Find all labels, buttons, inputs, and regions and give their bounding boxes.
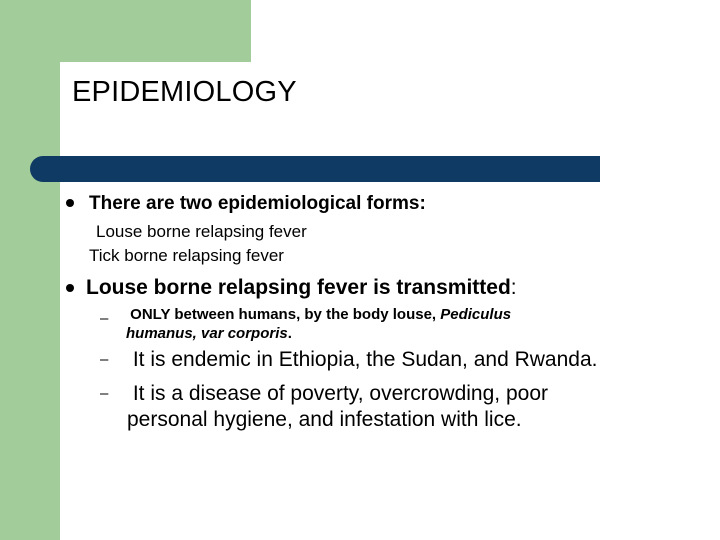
bullet-1-subitem-1: Louse borne relapsing fever bbox=[96, 222, 307, 241]
bullet-2-text bbox=[86, 276, 517, 300]
subitem-3-line-2: personal hygiene, and infestation with lice. bbox=[127, 408, 522, 431]
subitem-3-line-1-text: It is a disease of poverty, overcrowding, poor bbox=[132, 382, 548, 405]
left-decorative-band bbox=[0, 0, 60, 540]
subitem-1-line-1 bbox=[126, 305, 511, 324]
bullet-2-subitem-1 bbox=[126, 305, 511, 343]
subitem-1-species-genus: Pediculus bbox=[440, 306, 512, 323]
bullet-2-subitem-3 bbox=[127, 381, 548, 433]
subitem-3-line-1 bbox=[127, 381, 548, 407]
bullet-1-subitem-2: Tick borne relapsing fever bbox=[89, 246, 284, 265]
dash-icon: – bbox=[100, 351, 109, 368]
dash-icon: – bbox=[100, 385, 109, 402]
top-decorative-band bbox=[0, 0, 251, 62]
subitem-1-emphasis: ONLY bbox=[130, 306, 171, 323]
subitem-1-end: . bbox=[287, 325, 292, 342]
bullet-1-text: There are two epidemiological forms: bbox=[89, 193, 426, 214]
subitem-2-text: It is endemic in Ethiopia, the Sudan, and Rwanda. bbox=[132, 348, 598, 371]
bullet-dot-icon bbox=[66, 284, 74, 292]
bullet-2-main: Louse borne relapsing fever is transmitted bbox=[86, 276, 511, 299]
title-underline-bar bbox=[30, 156, 600, 182]
bullet-dot-icon bbox=[66, 199, 74, 207]
bullet-2-subitem-2 bbox=[127, 347, 597, 373]
subitem-1-text: between humans, by the body louse, bbox=[170, 306, 441, 323]
subitem-1-species-name: humanus, var corporis bbox=[126, 325, 288, 342]
dash-icon: – bbox=[100, 310, 109, 327]
slide-title: EPIDEMIOLOGY bbox=[72, 76, 297, 108]
bullet-2-colon: : bbox=[510, 276, 517, 299]
subitem-1-line-2 bbox=[126, 324, 511, 343]
